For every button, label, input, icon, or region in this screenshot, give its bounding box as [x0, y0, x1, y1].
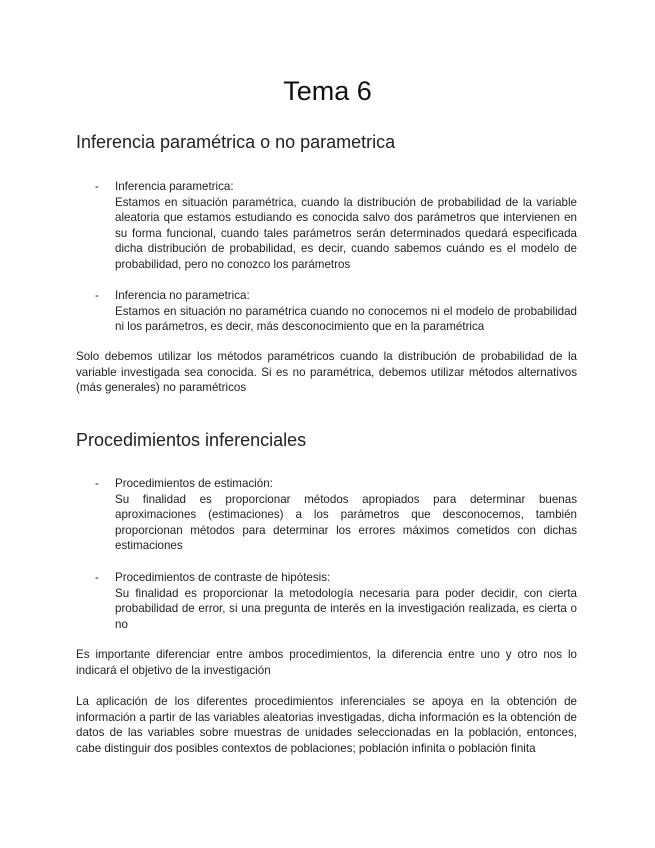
bullet-dash: -: [95, 477, 99, 490]
list-item-label: Inferencia parametrica:: [115, 180, 234, 193]
section-heading-inferential-procedures: Procedimientos inferenciales: [76, 430, 307, 450]
list-item-body: Su finalidad es proporcionar métodos apropiados para determinar buenas aproximaciones (estimaciones) a los parámetros que desconocemos, también proporcionan métodos para determinar los errores máximos cometidos con dichas estimaciones: [115, 492, 577, 553]
list-item-non-parametric: [95, 288, 577, 335]
paragraph: La aplicación de los diferentes procedimientos inferenciales se apoya en la obtención de información a partir de las variables aleatorias investigadas, dicha información es la obtención de datos de las variables sobre muestras de unidades seleccionadas en la población, entonces, cabe distinguir dos posibles contextos de poblaciones; población infinita o población finita: [76, 695, 577, 755]
bullet-dash: -: [95, 180, 99, 193]
list-item-label: Procedimientos de contraste de hipótesis:: [115, 571, 331, 584]
list-item-label: Inferencia no parametrica:: [115, 289, 250, 302]
list-item-estimation: [95, 476, 577, 554]
list-item-label: Procedimientos de estimación:: [115, 477, 273, 490]
section-heading-parametric-inference: Inferencia paramétrica o no parametrica: [76, 132, 396, 152]
list-item-hypothesis-testing: [95, 570, 577, 632]
list-item-body: Estamos en situación no paramétrica cuando no conocemos ni el modelo de probabilidad ni los parámetros, es decir, más desconocimiento que en la paramétrica: [115, 304, 577, 334]
bullet-dash: -: [95, 571, 99, 584]
list-item-parametric: [95, 179, 577, 273]
list-item-body: Su finalidad es proporcionar la metodología necesaria para poder decidir, con cierta probabilidad de error, si una pregunta de interés en la investigación realizada, es cierta o no: [115, 586, 577, 631]
list-item-body: Estamos en situación paramétrica, cuando la distribución de probabilidad de la variable aleatoria que estamos estudiando es conocida salvo dos parámetros que intervienen en su forma funcional, cuando tales parámetros serán determinados quedará especificada dicha distribución de probabilidad, es decir, cuando sabemos cuándo es el modelo de probabilidad, pero no conozco los parámetros: [115, 195, 577, 271]
paragraph: Es importante diferenciar entre ambos procedimientos, la diferencia entre uno y otro nos lo indicará el objetivo de la investigación: [76, 648, 577, 677]
page-title: Tema 6: [283, 76, 372, 106]
paragraph: Solo debemos utilizar los métodos paramétricos cuando la distribución de probabilidad de la variable investigada sea conocida. Si es no paramétrica, debemos utilizar métodos alternativos (más generales) no paramétricos: [76, 350, 577, 395]
bullet-dash: -: [95, 289, 99, 302]
